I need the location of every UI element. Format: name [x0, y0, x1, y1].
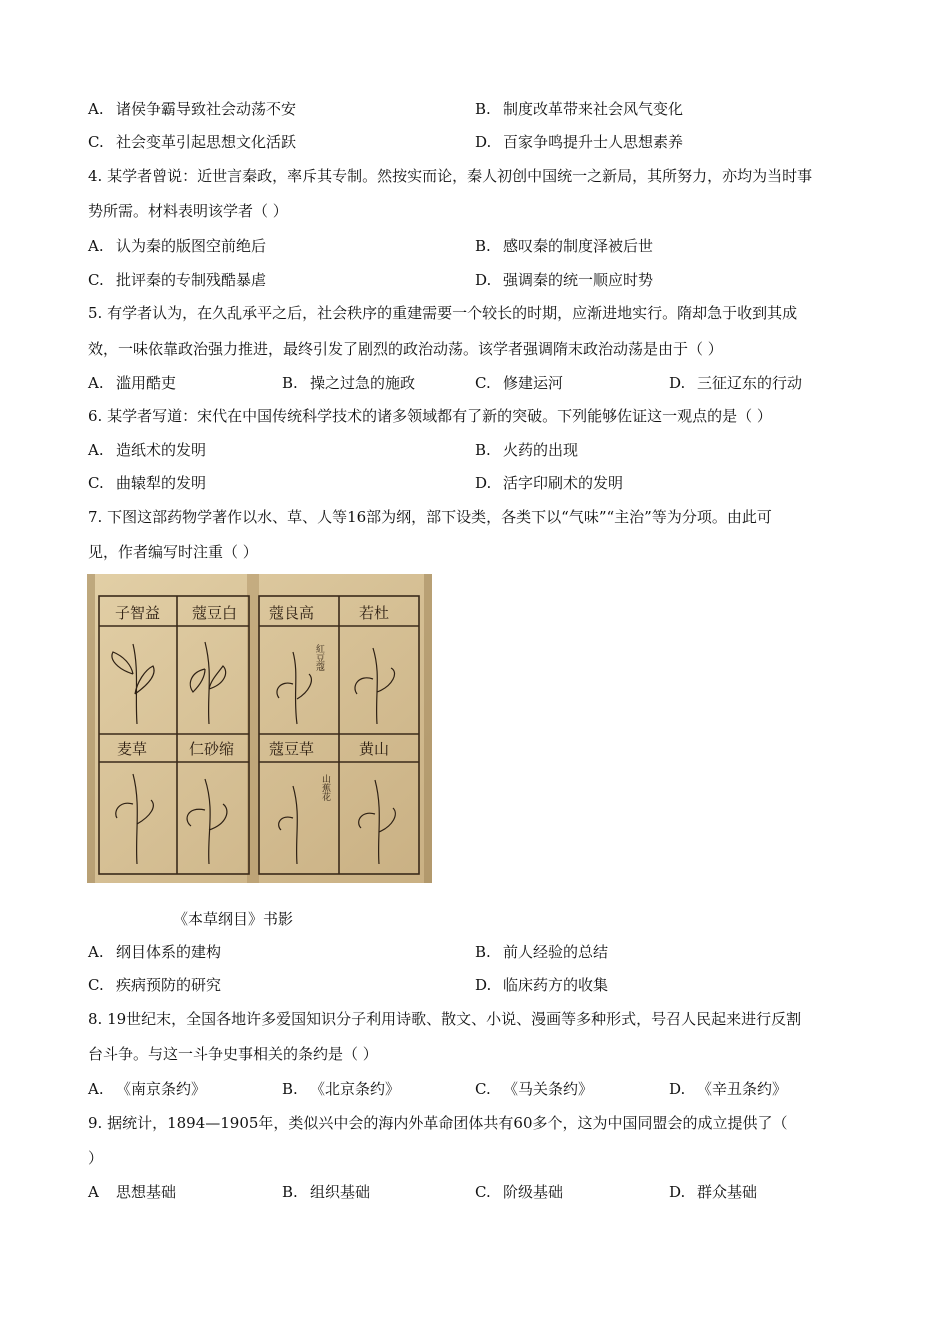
q4-option-c [88, 269, 266, 291]
option-text: 火药的出现 [503, 441, 579, 459]
option-label: C. [88, 976, 104, 994]
option-label: C. [475, 1183, 491, 1201]
option-text: 活字印刷术的发明 [503, 474, 624, 492]
option-label: D. [475, 976, 492, 994]
q6-option-a [88, 439, 206, 461]
plate-title-4: 若杜 [359, 604, 390, 622]
q6-option-c [88, 472, 206, 494]
option-label: D. [669, 374, 686, 392]
q4-option-b [475, 235, 653, 257]
q5-stem-line1: 5. 有学者认为，在久乱承平之后，社会秩序的重建需要一个较长的时期，应渐进地实行。隋却急于收到其成 [88, 304, 798, 322]
option-text: 百家争鸣提升士人思想素养 [503, 133, 684, 151]
option-label: B. [475, 100, 491, 118]
option-label: B. [475, 237, 491, 255]
option-text: 认为秦的版图空前绝后 [116, 237, 267, 255]
option-label: D. [475, 271, 492, 289]
q7-option-a [88, 941, 221, 963]
q9-option-c [475, 1181, 563, 1203]
q4-stem-line2: 势所需。材料表明该学者（ ） [88, 202, 288, 220]
option-label: D. [475, 133, 492, 151]
option-text: 思想基础 [116, 1183, 177, 1201]
q6-option-d [475, 472, 623, 494]
q8-stem-line2: 台斗争。与这一斗争史事相关的条约是（ ） [88, 1045, 378, 1063]
plate-title-2: 蔻豆白 [192, 604, 238, 622]
q6-stem-line1: 6. 某学者写道：宋代在中国传统科学技术的诸多领域都有了新的突破。下列能够佐证这一观点的是（ ） [88, 407, 772, 425]
plate-title-3: 蔻良高 [269, 604, 315, 622]
q7-stem-line2: 见，作者编写时注重（ ） [88, 543, 258, 561]
option-label: C. [88, 271, 104, 289]
option-text: 强调秦的统一顺应时势 [503, 271, 654, 289]
herbal-plates-illustration [87, 574, 432, 883]
option-label: A. [88, 374, 104, 392]
q9-stem-line2: ） [88, 1149, 104, 1167]
bencao-gangmu-book-image [87, 574, 432, 883]
plate-side-note-2: 山蕉花 [320, 774, 330, 801]
option-label: B. [282, 1080, 298, 1098]
plate-title-6: 仁砂缩 [189, 740, 235, 758]
option-label: A [88, 1183, 99, 1201]
plate-title-7: 蔻豆草 [269, 740, 315, 758]
q9-option-d [669, 1181, 757, 1203]
q9-option-b [282, 1181, 370, 1203]
q6-option-b [475, 439, 578, 461]
option-label: B. [282, 374, 298, 392]
option-text: 滥用酷吏 [116, 374, 177, 392]
option-label: A. [88, 100, 104, 118]
option-label: A. [88, 1080, 104, 1098]
q7-stem-line1: 7. 下图这部药物学著作以水、草、人等16部为纲，部下设类，各类下以“气味”“主治”等为分项。由此可 [88, 508, 772, 526]
q4-stem-line1: 4. 某学者曾说：近世言秦政，率斥其专制。然按实而论，秦人初创中国统一之新局，其所努力，亦均为当时事 [88, 167, 813, 185]
option-label: C. [88, 474, 104, 492]
q3-option-c [88, 131, 296, 153]
q9-option-a [88, 1181, 176, 1203]
q7-option-d [475, 974, 608, 996]
figure-caption: 《本草纲目》书影 [173, 910, 294, 928]
q7-option-b [475, 941, 608, 963]
q7-option-c [88, 974, 221, 996]
q8-option-c [475, 1078, 593, 1100]
q8-option-b [282, 1078, 400, 1100]
option-text: 社会变革引起思想文化活跃 [116, 133, 297, 151]
option-text: 修建运河 [503, 374, 564, 392]
q5-option-a [88, 372, 176, 394]
q5-option-c [475, 372, 563, 394]
option-label: D. [669, 1183, 686, 1201]
option-text: 纲目体系的建构 [116, 943, 222, 961]
q5-stem-line2: 效，一味依靠政治强力推进，最终引发了剧烈的政治动荡。该学者强调隋末政治动荡是由于（ ） [88, 340, 723, 358]
option-text: 前人经验的总结 [503, 943, 609, 961]
option-text: 《北京条约》 [310, 1080, 401, 1098]
option-label: C. [475, 1080, 491, 1098]
option-text: 临床药方的收集 [503, 976, 609, 994]
option-text: 造纸术的发明 [116, 441, 207, 459]
q8-option-d [669, 1078, 787, 1100]
q5-option-b [282, 372, 415, 394]
option-label: C. [88, 133, 104, 151]
q8-option-a [88, 1078, 206, 1100]
option-label: C. [475, 374, 491, 392]
option-label: B. [282, 1183, 298, 1201]
option-label: A. [88, 943, 104, 961]
option-text: 《马关条约》 [503, 1080, 594, 1098]
option-text: 批评秦的专制残酷暴虐 [116, 271, 267, 289]
option-text: 三征辽东的行动 [697, 374, 803, 392]
option-text: 感叹秦的制度泽被后世 [503, 237, 654, 255]
option-label: D. [475, 474, 492, 492]
option-text: 群众基础 [697, 1183, 758, 1201]
option-text: 诸侯争霸导致社会动荡不安 [116, 100, 297, 118]
option-label: A. [88, 441, 104, 459]
plate-title-8: 黄山 [359, 740, 390, 758]
option-text: 阶级基础 [503, 1183, 564, 1201]
q3-option-a [88, 98, 296, 120]
option-label: A. [88, 237, 104, 255]
option-text: 疾病预防的研究 [116, 976, 222, 994]
option-text: 曲辕犁的发明 [116, 474, 207, 492]
option-text: 组织基础 [310, 1183, 371, 1201]
q4-option-d [475, 269, 653, 291]
q5-option-d [669, 372, 802, 394]
option-text: 《辛丑条约》 [697, 1080, 788, 1098]
option-text: 操之过急的施政 [310, 374, 416, 392]
option-label: D. [669, 1080, 686, 1098]
plate-title-1: 子智益 [115, 604, 161, 622]
q9-stem-line1: 9. 据统计，1894—1905年，类似兴中会的海内外革命团体共有60多个，这为中国同盟会的成立提供了（ [88, 1114, 788, 1132]
q3-option-d [475, 131, 683, 153]
option-label: B. [475, 943, 491, 961]
option-label: B. [475, 441, 491, 459]
option-text: 《南京条约》 [116, 1080, 207, 1098]
q3-option-b [475, 98, 683, 120]
q8-stem-line1: 8. 19世纪末，全国各地许多爱国知识分子利用诗歌、散文、小说、漫画等多种形式，号召人民起来进行反割 [88, 1010, 802, 1028]
plate-side-note-1: 紅豆蔻 [314, 644, 324, 671]
plate-title-5: 麦草 [117, 740, 148, 758]
q4-option-a [88, 235, 266, 257]
option-text: 制度改革带来社会风气变化 [503, 100, 684, 118]
